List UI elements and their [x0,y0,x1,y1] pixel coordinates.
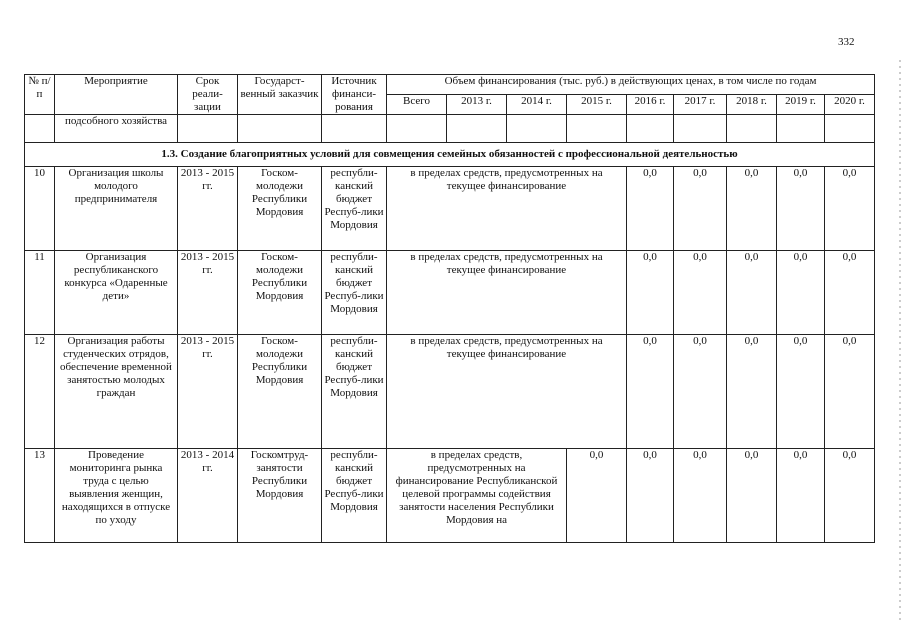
table-row [25,251,875,335]
row-source: республи-канский бюджет Респуб-лики Мордовия [322,167,387,251]
row-value: 0,0 [727,167,777,251]
row-funding: в пределах средств, предусмотренных на финансирование Республиканской целевой программы содействия занятости населения Республики Мордовия на [387,449,567,543]
header-source: Источник финанси-рования [322,75,387,115]
header-year: 2018 г. [727,95,777,115]
row-value: 0,0 [825,251,875,335]
row-term: 2013 - 2015 гг. [178,167,238,251]
table-row [25,335,875,449]
row-source: республи-канский бюджет Респуб-лики Мордовия [322,449,387,543]
row-source: республи-канский бюджет Респуб-лики Мордовия [322,335,387,449]
row-value: 0,0 [727,335,777,449]
program-table [24,74,875,543]
header-event: Мероприятие [55,75,178,115]
page-number: 332 [838,36,855,48]
header-term: Срок реали-зации [178,75,238,115]
row-value: 0,0 [777,335,825,449]
row-term: 2013 - 2014 гг. [178,449,238,543]
header-row-1 [25,75,875,95]
continuation-event: подсобного хозяйства [55,115,178,143]
row-term: 2013 - 2015 гг. [178,335,238,449]
header-year: 2017 г. [674,95,727,115]
header-year: 2020 г. [825,95,875,115]
row-value: 0,0 [674,167,727,251]
row-num: 10 [25,167,55,251]
header-volume: Объем финансирования (тыс. руб.) в действующих ценах, в том числе по годам [387,75,875,95]
row-num: 13 [25,449,55,543]
header-year: 2014 г. [507,95,567,115]
row-value: 0,0 [727,251,777,335]
row-num: 11 [25,251,55,335]
row-value: 0,0 [627,449,674,543]
row-value: 0,0 [674,449,727,543]
row-value: 0,0 [825,335,875,449]
header-year: 2019 г. [777,95,825,115]
row-source: республи-канский бюджет Респуб-лики Мордовия [322,251,387,335]
scan-edge-artifact [899,60,901,620]
row-value: 0,0 [777,449,825,543]
row-term: 2013 - 2015 гг. [178,251,238,335]
row-customer: Госком-молодежи Республики Мордовия [238,335,322,449]
row-funding: в пределах средств, предусмотренных на текущее финансирование [387,251,627,335]
header-customer: Государст-венный заказчик [238,75,322,115]
section-title: 1.3. Создание благоприятных условий для совмещения семейных обязанностей с профессиональной деятельностью [25,143,875,167]
row-event: Организация школы молодого предпринимателя [55,167,178,251]
table-row [25,167,875,251]
row-customer: Госком-молодежи Республики Мордовия [238,167,322,251]
row-customer: Госком-молодежи Республики Мордовия [238,251,322,335]
row-funding: в пределах средств, предусмотренных на текущее финансирование [387,167,627,251]
row-num: 12 [25,335,55,449]
row-value: 0,0 [567,449,627,543]
row-value: 0,0 [674,335,727,449]
row-event: Организация республиканского конкурса «Одаренные дети» [55,251,178,335]
row-value: 0,0 [777,167,825,251]
continuation-row [25,115,875,143]
row-value: 0,0 [825,167,875,251]
row-event: Проведение мониторинга рынка труда с целью выявления женщин, находящихся в отпуске по уходу [55,449,178,543]
header-year: 2016 г. [627,95,674,115]
row-value: 0,0 [627,167,674,251]
row-funding: в пределах средств, предусмотренных на текущее финансирование [387,335,627,449]
table-row [25,449,875,543]
row-value: 0,0 [674,251,727,335]
row-value: 0,0 [627,335,674,449]
row-customer: Госкомтруд-занятости Республики Мордовия [238,449,322,543]
row-value: 0,0 [727,449,777,543]
header-year: 2013 г. [447,95,507,115]
row-value: 0,0 [825,449,875,543]
header-num: № п/п [25,75,55,115]
section-row [25,143,875,167]
row-value: 0,0 [627,251,674,335]
header-total: Всего [387,95,447,115]
row-value: 0,0 [777,251,825,335]
header-year: 2015 г. [567,95,627,115]
row-event: Организация работы студенческих отрядов, обеспечение временной занятостью молодых граждан [55,335,178,449]
